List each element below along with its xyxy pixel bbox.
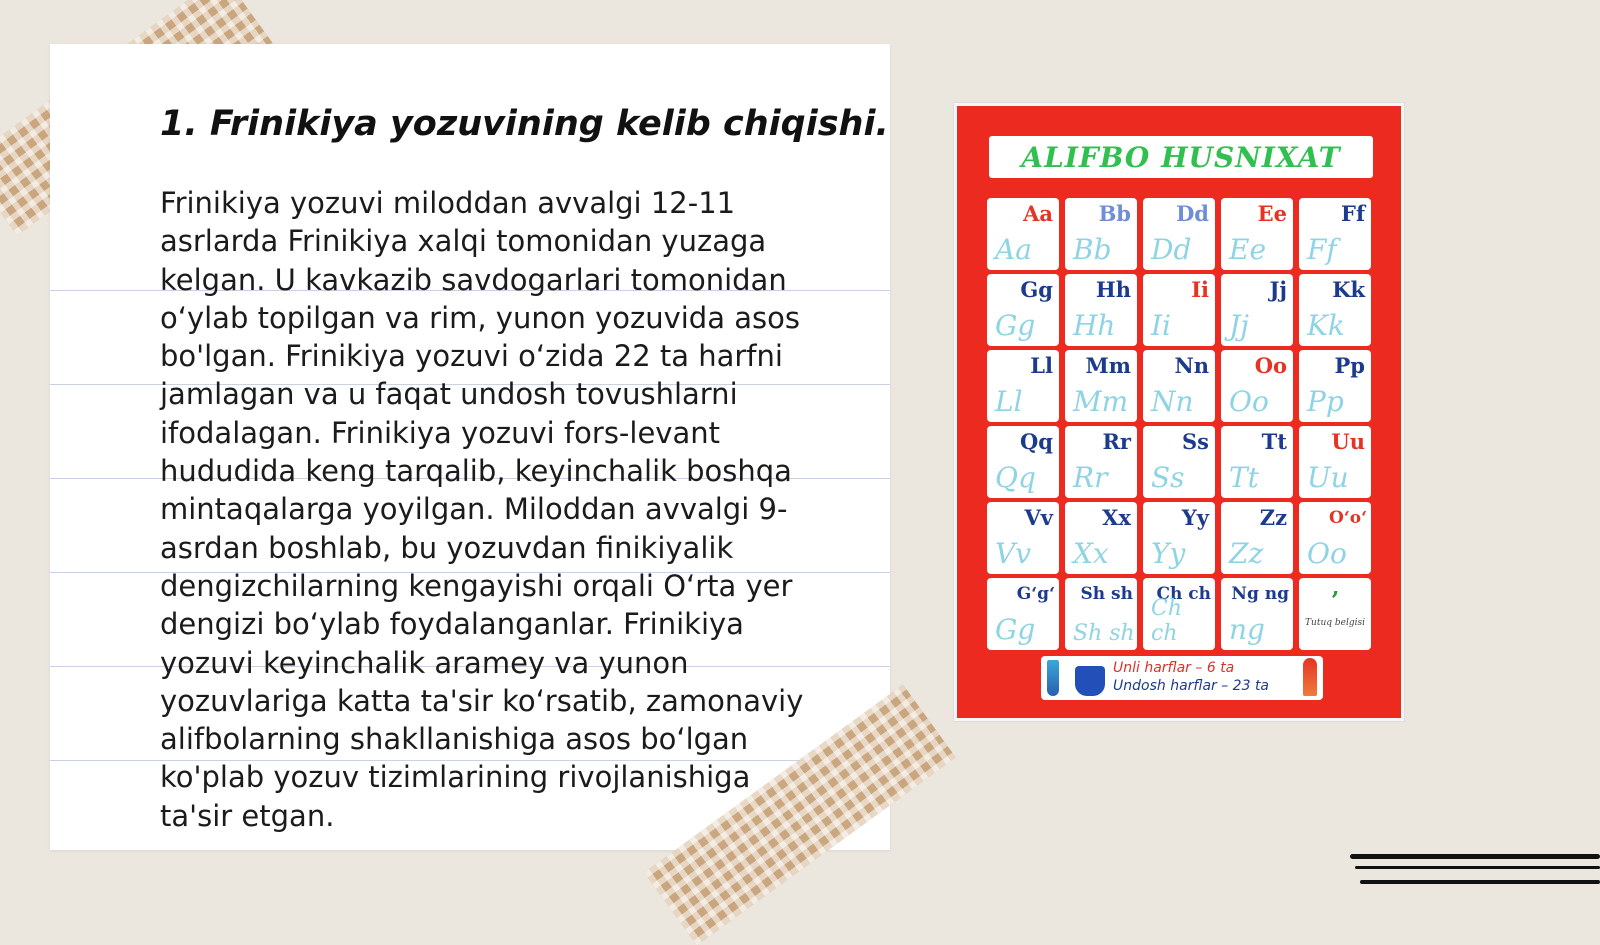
letter-cell <box>1065 578 1137 650</box>
ink-stroke <box>1355 866 1600 869</box>
cursive-letter: Ch ch <box>1151 596 1183 646</box>
printed-letter: Jj <box>1269 277 1287 302</box>
printed-letter: Yy <box>1181 505 1209 530</box>
letter-cell <box>1143 578 1215 650</box>
cursive-letter: Ss <box>1151 461 1185 494</box>
printed-letter: Bb <box>1098 201 1131 226</box>
poster-title: ALIFBO HUSNIXAT <box>989 136 1373 178</box>
cursive-letter: Gg <box>995 613 1036 646</box>
body-line: ta'sir etgan. <box>160 798 335 833</box>
body-line: dengizchilarning kengayishi orqali O‘rta yer <box>160 568 793 603</box>
letter-cell <box>1143 502 1215 574</box>
printed-letter: Uu <box>1331 429 1365 454</box>
cursive-letter: Dd <box>1151 233 1192 266</box>
body-line: hududida keng tarqalib, keyinchalik boshqa <box>160 454 792 489</box>
body-line: mintaqalarga yoyilgan. Miloddan avvalgi 9- <box>160 492 788 527</box>
tick-mark-cell <box>1299 578 1371 650</box>
letter-cell <box>1065 198 1137 270</box>
letter-cell <box>1299 274 1371 346</box>
printed-letter: Qq <box>1020 429 1053 454</box>
printed-letter: Oo <box>1254 353 1287 378</box>
printed-letter: Ee <box>1257 201 1287 226</box>
cursive-letter: Yy <box>1151 537 1186 570</box>
cursive-letter: Pp <box>1307 385 1344 418</box>
printed-letter: Rr <box>1102 429 1131 454</box>
printed-letter: G‘g‘ <box>1016 584 1055 604</box>
letter-cell <box>987 426 1059 498</box>
cursive-letter: Tt <box>1229 461 1259 494</box>
body-line: o‘ylab topilgan va rim, yunon yozuvida asos <box>160 300 800 335</box>
printed-letter: Hh <box>1095 277 1131 302</box>
printed-letter: Dd <box>1176 201 1209 226</box>
cursive-letter: Hh <box>1073 309 1116 342</box>
cursive-letter: Zz <box>1229 537 1264 570</box>
cursive-letter: Qq <box>995 461 1036 494</box>
printed-letter: Xx <box>1102 505 1131 530</box>
cursive-letter: Ii <box>1151 309 1172 342</box>
vowel-count: Unli harflar – 6 ta <box>1113 660 1235 676</box>
body-line: ko'plab yozuv tizimlarining rivojlanishiga <box>160 760 751 795</box>
body-line: bo'lgan. Frinikiya yozuvi o‘zida 22 ta harfni <box>160 339 783 374</box>
letter-cell <box>1143 198 1215 270</box>
cursive-letter: Xx <box>1073 537 1109 570</box>
cursive-letter: Bb <box>1073 233 1112 266</box>
letter-cell <box>1143 274 1215 346</box>
letter-cell <box>987 350 1059 422</box>
cursive-letter: Nn <box>1151 385 1194 418</box>
letter-cell <box>987 274 1059 346</box>
ink-stroke <box>1360 880 1600 884</box>
letter-cell <box>1299 350 1371 422</box>
printed-letter: Tt <box>1261 429 1287 454</box>
cursive-letter: Ff <box>1307 233 1337 266</box>
letter-cell <box>987 578 1059 650</box>
printed-letter: Ch ch <box>1156 584 1211 604</box>
letter-cell <box>1143 426 1215 498</box>
letter-cell <box>1221 198 1293 270</box>
letter-cell <box>987 502 1059 574</box>
cursive-letter: Rr <box>1073 461 1108 494</box>
body-line: yozuvi keyinchalik aramey va yunon <box>160 645 689 680</box>
printed-letter: Mm <box>1085 353 1131 378</box>
consonant-count: Undosh harflar – 23 ta <box>1113 678 1270 694</box>
printed-letter: Vv <box>1024 505 1053 530</box>
printed-letter: Aa <box>1023 201 1053 226</box>
tick-mark-label: Tutuq belgisi <box>1305 618 1365 628</box>
body-line: asrdan boshlab, bu yozuvdan finikiyalik <box>160 530 734 565</box>
letter-cell <box>1299 198 1371 270</box>
printed-letter: Ng ng <box>1231 584 1289 604</box>
letter-cell <box>1065 350 1137 422</box>
cursive-letter: Ll <box>995 385 1023 418</box>
letter-cell <box>1065 502 1137 574</box>
letter-cell <box>1221 426 1293 498</box>
body-line: jamlagan va u faqat undosh tovushlarni <box>160 377 738 412</box>
cursive-letter: Jj <box>1229 309 1249 342</box>
cursive-letter: Uu <box>1307 461 1349 494</box>
cursive-letter: Oo <box>1229 385 1269 418</box>
pencil-icon <box>1047 660 1059 696</box>
body-line: Frinikiya yozuvi miloddan avvalgi 12-11 <box>160 186 736 220</box>
letter-cell <box>1299 502 1371 574</box>
printed-letter: Kk <box>1332 277 1365 302</box>
letter-cell <box>1065 426 1137 498</box>
printed-letter: O‘o‘ <box>1329 508 1367 528</box>
body-line: ifodalagan. Frinikiya yozuvi fors-levant <box>160 415 720 450</box>
cursive-letter: Aa <box>995 233 1032 266</box>
cursive-letter: Ee <box>1229 233 1267 266</box>
printed-letter: Ll <box>1030 353 1053 378</box>
letter-cell <box>987 198 1059 270</box>
body-line: alifbolarning shakllanishiga asos bo‘lgan <box>160 722 749 757</box>
letter-cell <box>1299 426 1371 498</box>
body-line: dengizi bo‘ylab foydalanganlar. Frinikiya <box>160 607 744 642</box>
printed-letter: Nn <box>1174 353 1209 378</box>
printed-letter: Gg <box>1020 277 1053 302</box>
alphabet-poster <box>954 103 1404 721</box>
letter-cell <box>1221 274 1293 346</box>
cursive-letter: Gg <box>995 309 1036 342</box>
printed-letter: Ff <box>1341 201 1365 226</box>
pencil-cup-icon <box>1075 666 1105 696</box>
body-line: kelgan. U kavkazib savdogarlari tomonidan <box>160 262 787 297</box>
printed-letter: Sh sh <box>1080 584 1133 604</box>
tick-mark: ’ <box>1330 586 1340 615</box>
cursive-letter: Mm <box>1073 385 1129 418</box>
body-line: asrlarda Frinikiya xalqi tomonidan yuzaga <box>160 224 767 259</box>
letter-cell <box>1221 578 1293 650</box>
cursive-letter: Kk <box>1307 309 1345 342</box>
letter-cell <box>1221 502 1293 574</box>
body-line: yozuvlariga katta ta'sir ko‘rsatib, zamonaviy <box>160 683 804 718</box>
letter-cell <box>1065 274 1137 346</box>
slide-heading: 1. Frinikiya yozuvining kelib chiqishi. <box>160 104 889 144</box>
rocket-icon <box>1303 658 1317 696</box>
letter-cell <box>1143 350 1215 422</box>
ink-stroke <box>1350 854 1600 859</box>
printed-letter: Ss <box>1182 429 1209 454</box>
printed-letter: Zz <box>1259 505 1287 530</box>
cursive-letter: Vv <box>995 537 1032 570</box>
cursive-letter: Oo <box>1307 537 1347 570</box>
printed-letter: Ii <box>1191 277 1209 302</box>
letter-cell <box>1221 350 1293 422</box>
letter-grid <box>987 198 1375 650</box>
cursive-letter: ng <box>1229 613 1265 646</box>
cursive-letter: Sh sh <box>1073 621 1135 646</box>
printed-letter: Pp <box>1334 353 1365 378</box>
poster-footer <box>1041 656 1323 700</box>
body-paragraph <box>160 184 820 835</box>
